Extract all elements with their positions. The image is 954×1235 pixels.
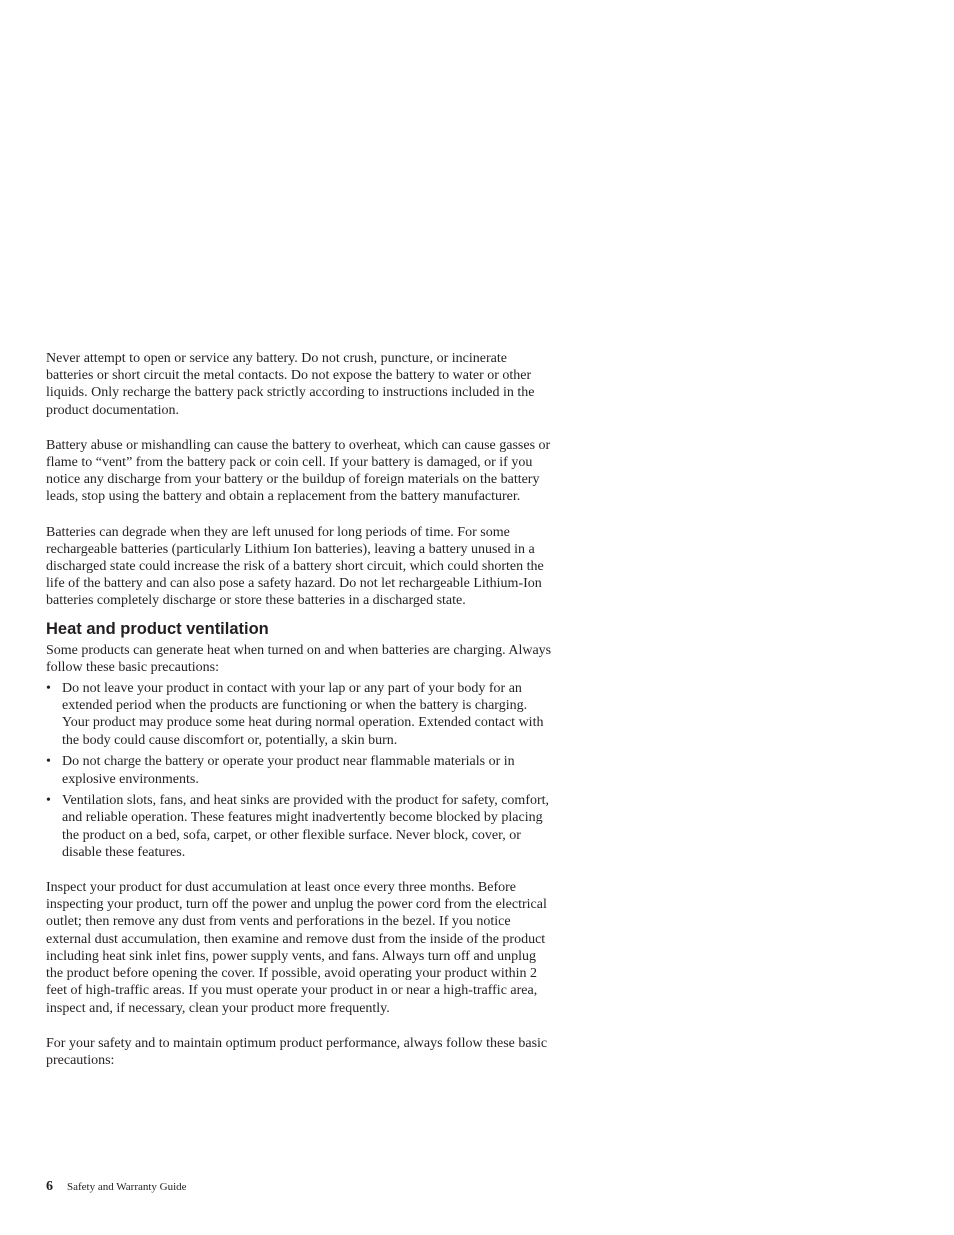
bullet-icon: •: [46, 754, 51, 770]
paragraph-dust-inspection: Inspect your product for dust accumulation at least once every three months. Before inspecting your product, turn off the power and unplug the power cord from the electrical outlet; then remove any dust from vents and perforations in the bezel. If you notice external dust accumulation, then examine and remove dust from the inside of the product including heat sink inlet fins, power supply vents, and fans. Always turn off and unplug the product before opening the cover. If possible, avoid operating your product within 2 feet of high-traffic areas. If you must operate your product in or near a high-traffic area, inspect and, if necessary, clean your product more frequently.: [46, 880, 547, 1016]
bullet-icon: •: [46, 793, 51, 809]
list-item-text: Do not leave your product in contact with your lap or any part of your body for an extended period when the products are functioning or when the battery is charging. Your product may produce some heat during normal operation. Extended contact with the body could cause discomfort or, potentially, a skin burn.: [62, 681, 544, 748]
page-number: 6: [46, 1179, 53, 1194]
paragraph-battery-degrade: Batteries can degrade when they are left unused for long periods of time. For some rechargeable batteries (particularly Lithium Ion batteries), leaving a battery unused in a discharged state could increase the risk of a battery short circuit, which could shorten the life of the battery and can also pose a safety hazard. Do not let rechargeable Lithium-Ion batteries completely discharge or store these batteries in a discharged state.: [46, 524, 544, 609]
section-heading: Heat and product ventilation: [46, 619, 269, 638]
paragraph-battery-service: Never attempt to open or service any battery. Do not crush, puncture, or incinerate batteries or short circuit the metal contacts. Do not expose the battery to water or other liquids. Only recharge the battery pack strictly according to instructions included in the product documentation.: [46, 351, 535, 418]
list-item-text: Ventilation slots, fans, and heat sinks are provided with the product for safety, comfort, and reliable operation. These features might inadvertently become blocked by placing the product on a bed, sofa, carpet, or other flexible surface. Never block, cover, or disable these features.: [62, 793, 550, 860]
paragraph-safety-precautions: For your safety and to maintain optimum product performance, always follow these basic precautions:: [46, 1035, 548, 1068]
list-item: [46, 792, 556, 861]
footer-title: Safety and Warranty Guide: [67, 1181, 187, 1193]
list-item: [46, 680, 556, 749]
list-item: [46, 753, 556, 787]
section-intro: Some products can generate heat when turned on and when batteries are charging. Always follow these basic precautions:: [46, 642, 552, 675]
list-item-text: Do not charge the battery or operate your product near flammable materials or in explosive environments.: [62, 754, 515, 787]
bullet-icon: •: [46, 681, 51, 697]
precautions-list: [46, 680, 556, 861]
paragraph-battery-abuse: Battery abuse or mishandling can cause the battery to overheat, which can cause gasses or flame to “vent” from the battery pack or coin cell. If your battery is damaged, or if you notice any discharge from your battery or the buildup of foreign materials on the battery leads, stop using the battery and obtain a replacement from the battery manufacturer.: [46, 437, 551, 505]
page-footer: [46, 1179, 187, 1195]
page-content: [46, 350, 556, 1069]
